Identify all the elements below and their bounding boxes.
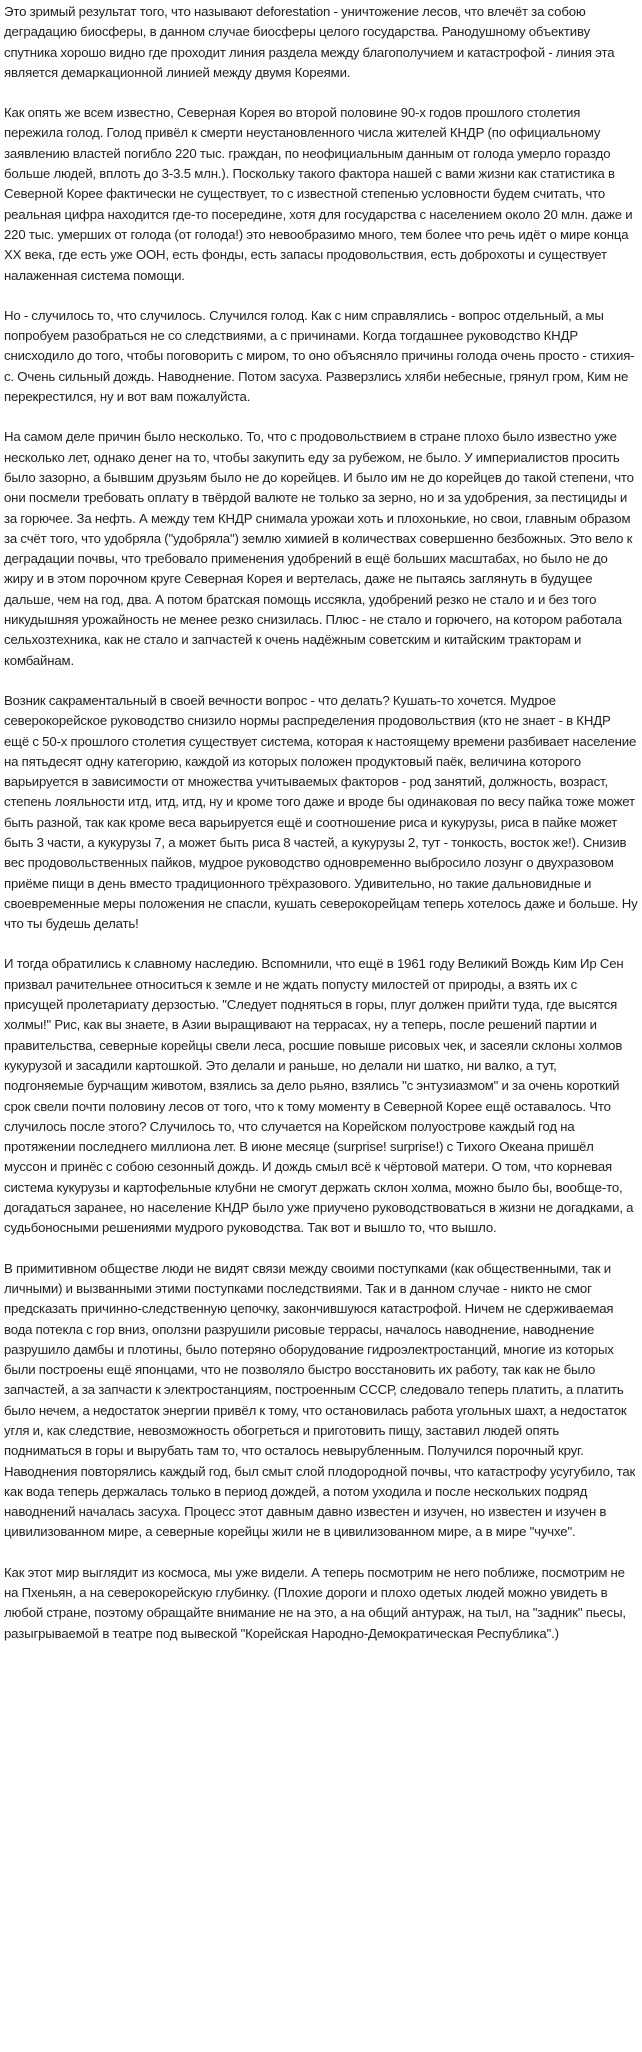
paragraph-gap [4,671,638,691]
article-paragraph-famine: Как опять же всем известно, Северная Корея во второй половине 90-х годов прошлого столетия пережила голод. Голод привёл к смерти неустановленного числа жителей КНДР (по официальному заявлению властей погибло 220 тыс. граждан, по неофициальным данным от голода умерло гораздо больше людей, вплоть до 3-3.5 млн.). Поскольку такого фактора нашей с вами жизни как статистика в Северной Корее фактически не существует, то с известной степенью условности будем считать, что реальная цифра находится где-то посередине, хотя для государства с населением около 20 млн. даже и 220 тыс. умерших от голода (от голода!) это невообразимо много, тем более что речь идёт о мире конца XX века, где есть уже ООН, есть фонды, есть запасы продовольствия, есть доброхоты и существует налаженная система помощи. [4,105,633,283]
article-paragraph-vicious-circle: В примитивном обществе люди не видят связи между своими поступками (как общественными, так и личными) и вызванными этими поступками последствиями. Так и в данном случае - никто не смог предсказать причинно-следственную цепочку, закончившуюся катастрофой. Ничем не сдерживаемая вода потекла с гор вниз, оползни разрушили рисовые террасы, началось наводнение, наводнение разрушило дамбы и плотины, было потеряно оборудование гидроэлектростанций, многие из которых были построены ещё японцами, что не позволяло быстро восстановить их работу, так как не было запчастей, а за запчасти к электростанциям, построенным СССР, следовало теперь платить, а платить было нечем, а недостаток энергии привёл к тому, что остановилась работа угольных шахт, а недостаток угля и, как следствие, невозможность обогреться и приготовить пищу, заставил людей опять подниматься в горы и вырубать там то, что осталось невырубленным. Получился порочный круг. Наводнения повторялись каждый год, был смыт слой плодородной почвы, что катастрофу усугубило, так как вода теперь держалась только в период дождей, а потом уходила и после нескольких подряд наводнений началась засуха. Процесс этот давным давно известен и изучен, но известен и изучен в цивилизованном мире, а северные корейцы жили не в цивилизованном мире, а в мире "чучхе". [4,1260,636,1540]
paragraph-gap [4,934,638,954]
paragraph-gap [4,83,638,103]
article-paragraph-deforestation: Это зримый результат того, что называют deforestation - уничтожение лесов, что влечёт за собою деградацию биосферы, в данном случае биосферы целого государства. Ранодушному объективу спутника хорошо видно где проходит линия раздела между благополучием и катастрофой - линия эта является демаркационной линией между двумя Кореями. [4,4,615,80]
paragraph-gap [4,286,638,306]
article-paragraph-from-space: Как этот мир выглядит из космоса, мы уже видели. А теперь посмотрим не него поближе, посмотрим не на Пхеньян, а на северокорейскую глубинку. (Плохие дороги и плохо одетых людей можно увидеть в любой стране, поэтому обращайте внимание не на это, а на общий антураж, на тыл, на "задник" пьесы, разыгрываемой в театре под вывеской "Корейская Народно-Демократическая Республика".) [4,1564,626,1641]
paragraph-gap [4,1543,638,1563]
paragraph-gap [4,1239,638,1259]
paragraph-gap [4,407,638,427]
article-paragraph-official-explanation: Но - случилось то, что случилось. Случился голод. Как с ним справлялись - вопрос отдельный, а мы попробуем разобраться не со следствиями, а с причинами. Когда тогдашнее руководство КНДР снисходило до того, чтобы поговорить с миром, то оно объясняло причины голода очень просто - стихия-с. Очень сильный дождь. Наводнение. Потом засуха. Разверзлись хляби небесные, грянул гром, Ким не перекрестился, ну и вот вам пожалуйста. [4,307,635,405]
article-paragraph-causes: На самом деле причин было несколько. То, что с продовольствием в стране плохо было известно уже несколько лет, однако денег на то, чтобы закупить еду за рубежом, не было. У империалистов просить было зазорно, а бывшим друзьям было не до корейцев. И было им не до корейцев до такой степени, что они посмели требовать оплату в твёрдой валюте не только за зерно, но и за удобрения, за пестициды и за горючее. За нефть. А между тем КНДР снимала урожаи хоть и плохонькие, но свои, главным образом за счёт того, что удобряла ("удобряла") землю химией в количествах совершенно безбожных. Это вело к деградации почвы, что требовало применения удобрений в ещё больших масштабах, но было не до жиру и в этом порочном круге Северная Корея и вертелась, даже не пытаясь заглянуть в будущее дальше, чем на год, два. А потом братская помощь иссякла, удобрений резко не стало и и без того никудышняя урожайность не менее резко снизилась. Плюс - не стало и горючего, на котором работала сельхозтехника, как не стало и запчастей к очень надёжным советским и китайским тракторам и комбайнам. [4,429,634,668]
article-paragraph-rations: Возник сакраментальный в своей вечности вопрос - что делать? Кушать-то хочется. Мудрое северокорейское руководство снизило нормы распределения продовольствия (кто не знает - в КНДР ещё с 50-х прошлого столетия существует система, которая к настоящему времени разбивает население на пятьдесят одну категорию, каждой из которых положен продуктовый паёк, величина которого варьируется в зависимости от множества учитываемых факторов - род занятий, должность, возраст, степень лояльности итд, итд, итд, ну и кроме того даже и вроде бы одинаковая по весу пайка тоже может быть разной, так как кроме веса варьируется ещё и соотношение риса и кукурузы, риса в пайке может быть 3 части, а кукурузы 7, а может быть риса 8 частей, а кукурузы 2, тут - тонкость, восток же!). Снизив вес продовольственных пайков, мудрое руководство одновременно выбросило лозунг о двухразовом приёме пищи в день вместо традиционного трёхразового. Удивительно, но такие дальновидные и своевременные меры положения не спасли, кушать северокорейцам теперь хотелось даже и больше. Ну что ты будешь делать! [4,692,638,932]
article-paragraph-hills: И тогда обратились к славному наследию. Вспомнили, что ещё в 1961 году Великий Вождь Ким Ир Сен призвал рачительнее относиться к земле и не ждать попусту милостей от природы, а взять их с присущей пролетариату дерзостью. "Следует подняться в горы, плуг должен прийти туда, где высятся холмы!" Рис, как вы знаете, в Азии выращивают на террасах, ну а теперь, после решений партии и правительства, северные корейцы свели леса, росшие повыше рисовых чек, и засеяли склоны холмов кукурузой и засадили картошкой. Это делали и раньше, но делали ни шатко, ни валко, а тут, подгоняемые бурчащим животом, взялись за дело рьяно, взялись "с энтузиазмом" и за очень короткий срок свели почти половину лесов от того, что к тому моменту в Северной Корее ещё оставалось. Что случилось после этого? Случилось то, что случается на Корейском полуострове каждый год на протяжении последнего миллиона лет. В июне месяце (surprise! surprise!) с Тихого Океана пришёл муссон и принёс с собою сезонный дождь. И дождь смыл всё к чёртовой матери. О том, что корневая система кукурузы и картофельные клубни не смогут держать склон холма, можно было бы, вообще-то, догадаться заранее, но население КНДР было уже приучено руководствоваться в жизни не догадками, а судьбоносными решениями мудрого руководства. Так вот и вышло то, что вышло. [4,956,634,1236]
